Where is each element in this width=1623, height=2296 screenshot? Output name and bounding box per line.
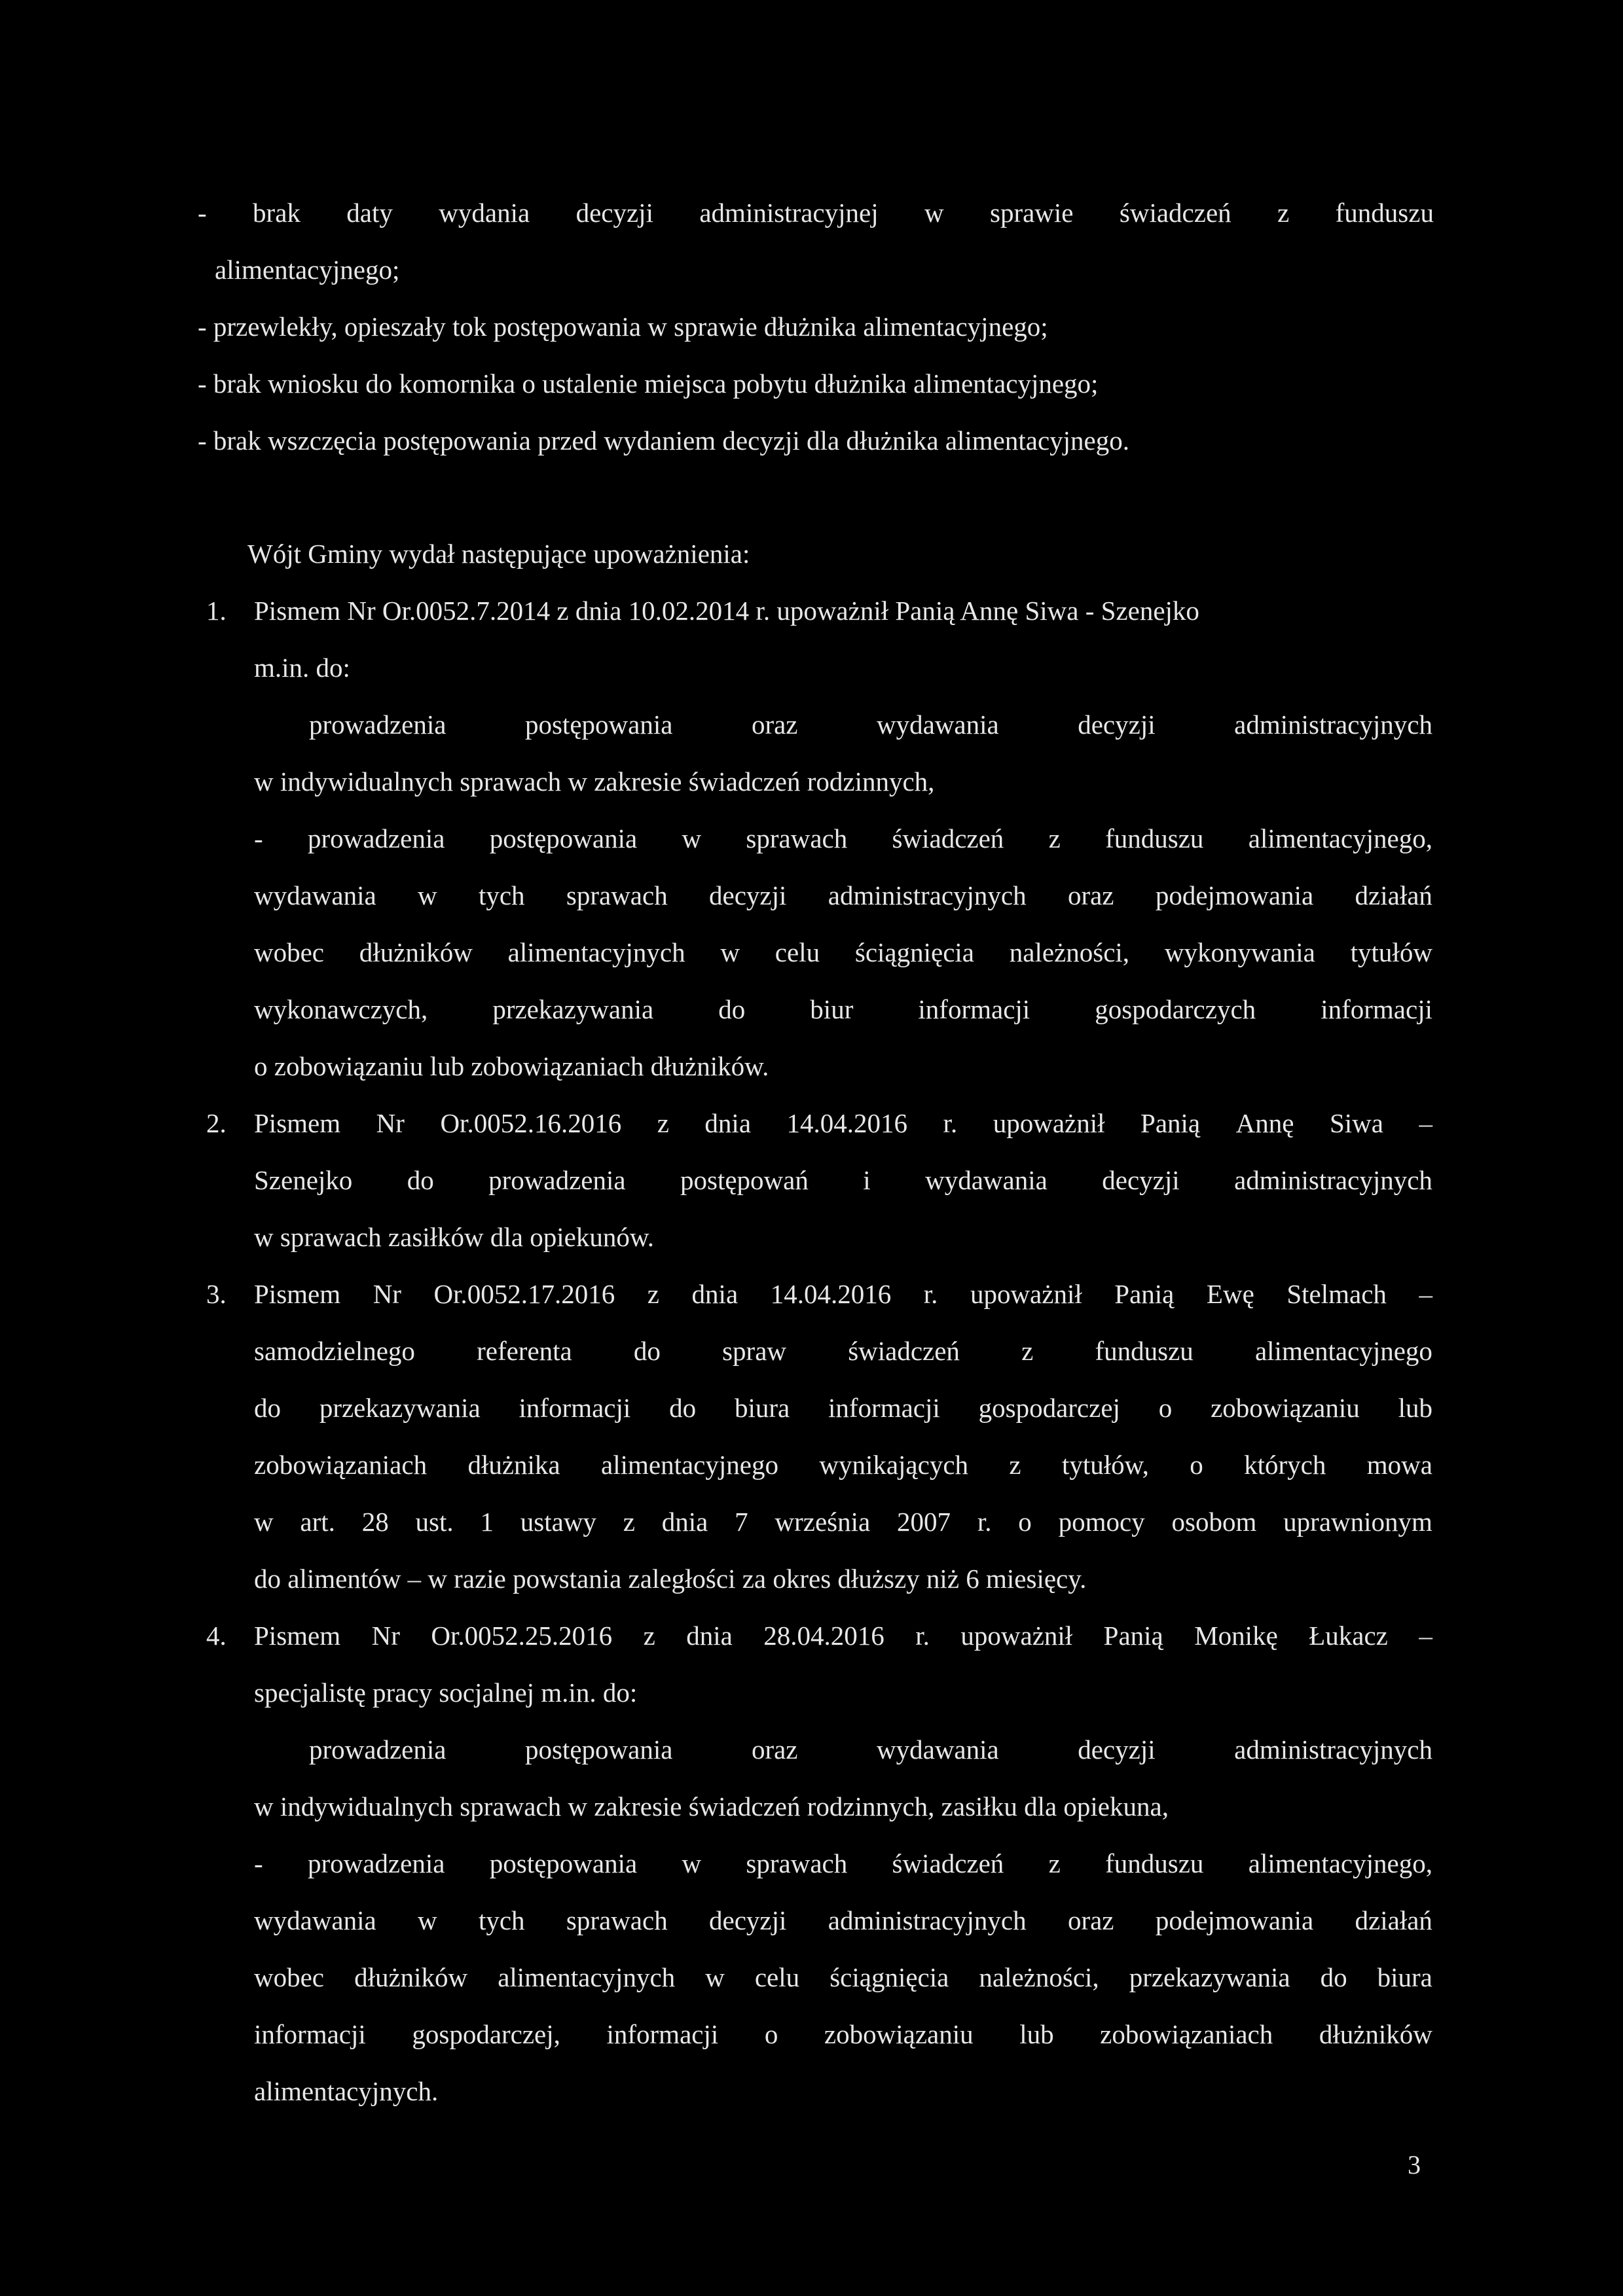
- item-line: wobec dłużników alimentacyjnych w celu ściągnięcia należności, wykonywania tytułów: [254, 937, 1432, 967]
- item-line: w indywidualnych sprawach w zakresie świadczeń rodzinnych, zasiłku dla opiekuna,: [254, 1791, 1169, 1821]
- item-line: alimentacyjnych.: [254, 2076, 439, 2106]
- item-line: o zobowiązaniu lub zobowiązaniach dłużników.: [254, 1051, 769, 1081]
- bullet-line: - brak wszczęcia postępowania przed wydaniem decyzji dla dłużnika alimentacyjnego.: [198, 425, 1130, 456]
- item-line: zobowiązaniach dłużnika alimentacyjnego wynikających z tytułów, o których mowa: [254, 1450, 1432, 1480]
- item-line: m.in. do:: [254, 653, 350, 683]
- item-line: Pismem Nr Or.0052.25.2016 z dnia 28.04.2016 r. upoważnił Panią Monikę Łukacz –: [254, 1621, 1432, 1651]
- item-number: 2.: [206, 1108, 227, 1138]
- item-line: Pismem Nr Or.0052.16.2016 z dnia 14.04.2016 r. upoważnił Panią Annę Siwa –: [254, 1108, 1432, 1138]
- item-line: do alimentów – w razie powstania zaległości za okres dłuższy niż 6 miesięcy.: [254, 1564, 1087, 1594]
- item-line: prowadzenia postępowania oraz wydawania decyzji administracyjnych: [309, 709, 1432, 740]
- page-number: 3: [1408, 2150, 1421, 2179]
- item-line: wydawania w tych sprawach decyzji administracyjnych oraz podejmowania działań: [254, 880, 1432, 910]
- bullet-line: - brak daty wydania decyzji administracyjnej w sprawie świadczeń z funduszu: [198, 198, 1434, 228]
- item-line: Szenejko do prowadzenia postępowań i wydawania decyzji administracyjnych: [254, 1165, 1432, 1195]
- item-line: informacji gospodarczej, informacji o zobowiązaniu lub zobowiązaniach dłużników: [254, 2019, 1432, 2049]
- item-line: w art. 28 ust. 1 ustawy z dnia 7 września 2007 r. o pomocy osobom uprawnionym: [254, 1507, 1432, 1537]
- item-line: specjalistę pracy socjalnej m.in. do:: [254, 1677, 638, 1708]
- item-line: wydawania w tych sprawach decyzji administracyjnych oraz podejmowania działań: [254, 1905, 1432, 1935]
- item-line: w indywidualnych sprawach w zakresie świadczeń rodzinnych,: [254, 766, 935, 797]
- bullet-line: - brak wniosku do komornika o ustalenie miejsca pobytu dłużnika alimentacyjnego;: [198, 368, 1099, 399]
- item-line: do przekazywania informacji do biura informacji gospodarczej o zobowiązaniu lub: [254, 1393, 1432, 1423]
- item-line: Pismem Nr Or.0052.17.2016 z dnia 14.04.2016 r. upoważnił Panią Ewę Stelmach –: [254, 1279, 1432, 1309]
- item-line: Pismem Nr Or.0052.7.2014 z dnia 10.02.2014 r. upoważnił Panią Annę Siwa - Szenejko: [254, 596, 1199, 626]
- item-number: 4.: [206, 1621, 227, 1651]
- item-line: wobec dłużników alimentacyjnych w celu ściągnięcia należności, przekazywania do biura: [254, 1962, 1432, 1992]
- item-line: wykonawczych, przekazywania do biur informacji gospodarczych informacji: [254, 994, 1432, 1024]
- item-line: - prowadzenia postępowania w sprawach świadczeń z funduszu alimentacyjnego,: [254, 1848, 1432, 1878]
- intro-text: Wójt Gminy wydał następujące upoważnienia:: [247, 539, 750, 569]
- item-line: samodzielnego referenta do spraw świadczeń z funduszu alimentacyjnego: [254, 1336, 1432, 1366]
- item-number: 3.: [206, 1279, 227, 1309]
- item-number: 1.: [206, 596, 227, 626]
- bullet-line: - przewlekły, opieszały tok postępowania w sprawie dłużnika alimentacyjnego;: [198, 312, 1048, 342]
- bullet-line: alimentacyjnego;: [215, 255, 400, 285]
- item-line: prowadzenia postępowania oraz wydawania decyzji administracyjnych: [309, 1734, 1432, 1765]
- item-line: - prowadzenia postępowania w sprawach świadczeń z funduszu alimentacyjnego,: [254, 823, 1432, 853]
- item-line: w sprawach zasiłków dla opiekunów.: [254, 1222, 655, 1252]
